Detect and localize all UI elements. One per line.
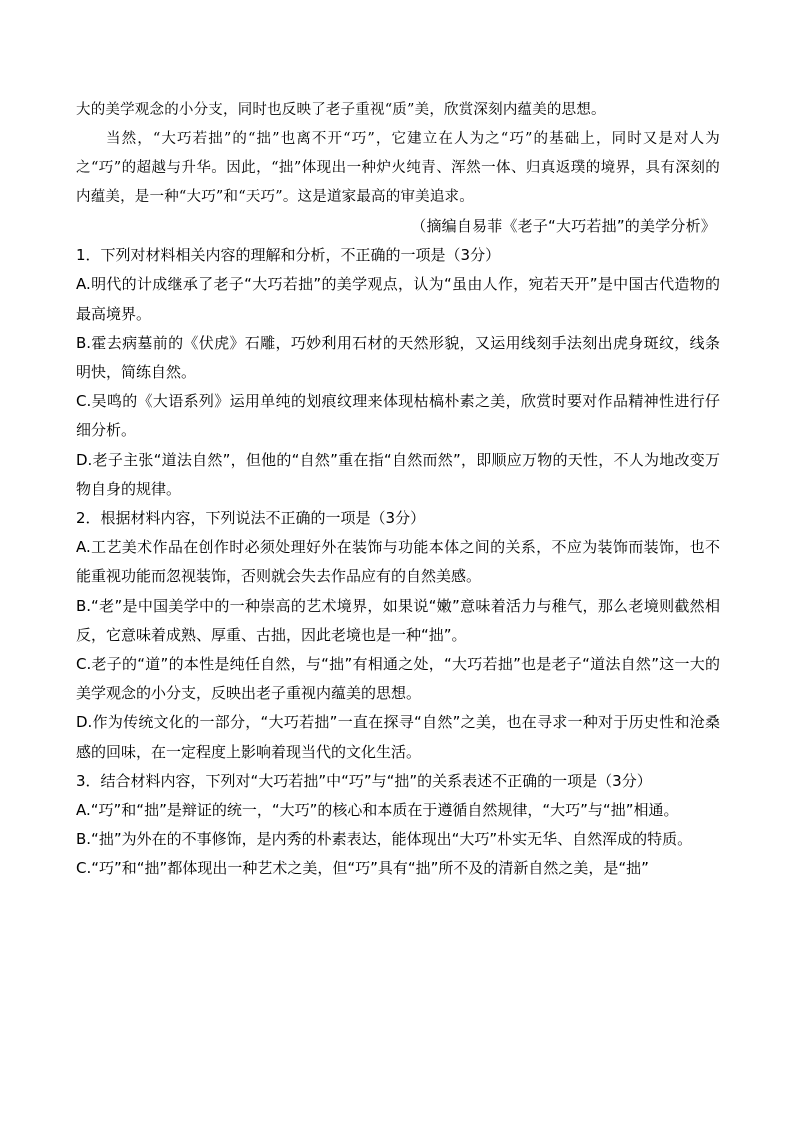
option-a: A.工艺美术作品在创作时必须处理好外在装饰与功能本体之间的关系，不应为装饰而装饰，也不能重视功能而忽视装饰，否则就会失去作品应有的自然美感。 [76,538,720,586]
option-c: C.老子的“道”的本性是纯任自然，与“拙”有相通之处，“大巧若拙”也是老子“道法自然”这一大的美学观念的小分支，反映出老子重视内蕴美的思想。 [76,655,720,703]
passage [76,96,720,241]
option-d: D.作为传统文化的一部分，“大巧若拙”一直在探寻“自然”之美，也在寻求一种对于历史性和沧桑感的回味，在一定程度上影响着现当代的文化生活。 [76,713,720,761]
option-d: D.老子主张“道法自然”，但他的“自然”重在指“自然而然”，即顺应万物的天性，不人为地改变万物自身的规律。 [76,450,720,498]
question-block-2 [76,504,720,767]
question-block-1 [76,241,720,504]
option-b: B.“老”是中国美学中的一种崇高的艺术境界，如果说“嫩”意味着活力与稚气，那么老境则截然相反，它意味着成熟、厚重、古拙，因此老境也是一种“拙”。 [76,596,720,644]
question-stem: 1．下列对材料相关内容的理解和分析，不正确的一项是（3分） [76,246,501,265]
question-stem: 3．结合材料内容，下列对“大巧若拙”中“巧”与“拙”的关系表述不正确的一项是（3分） [76,771,652,790]
option-a: A.明代的计成继承了老子“大巧若拙”的美学观点，认为“虽由人作，宛若天开”是中国古代造物的最高境界。 [76,275,720,323]
option-c: C.吴鸣的《大语系列》运用单纯的划痕纹理来体现枯槁朴素之美，欣赏时要对作品精神性进行仔细分析。 [76,392,720,440]
option-c: C.“巧”和“拙”都体现出一种艺术之美，但“巧”具有“拙”所不及的清新自然之美，是“拙” [76,859,649,878]
passage-source: （摘编自易菲《老子“大巧若拙”的美学分析》 [411,217,716,235]
option-b: B.霍去病墓前的《伏虎》石雕，巧妙利用石材的天然形貌，又运用线刻手法刻出虎身斑纹，线条明快，简练自然。 [76,333,720,382]
passage-paragraph: 大的美学观念的小分支，同时也反映了老子重视“质”美，欣赏深刻内蕴美的思想。 [76,102,606,118]
option-b: B.“拙”为外在的不事修饰，是内秀的朴素表达，能体现出“大巧”朴实无华、自然浑成的特质。 [76,830,693,849]
passage-paragraph: 当然，“大巧若拙”的“拙”也离不开“巧”，它建立在人为之“巧”的基础上，同时又是对人为之“巧”的超越与升华。因此，“拙”体现出一种炉火纯青、浑然一体、归真返璞的境界，具有深刻的内蕴美，是一种“大巧”和“天巧”。这是道家最高的审美追求。 [76,131,720,205]
question-stem: 2．根据材料内容，下列说法不正确的一项是（3分） [76,509,426,528]
question-block-3 [76,767,720,884]
option-a: A.“巧”和“拙”是辩证的统一，“大巧”的核心和本质在于遵循自然规律，“大巧”与“拙”相通。 [76,801,679,820]
